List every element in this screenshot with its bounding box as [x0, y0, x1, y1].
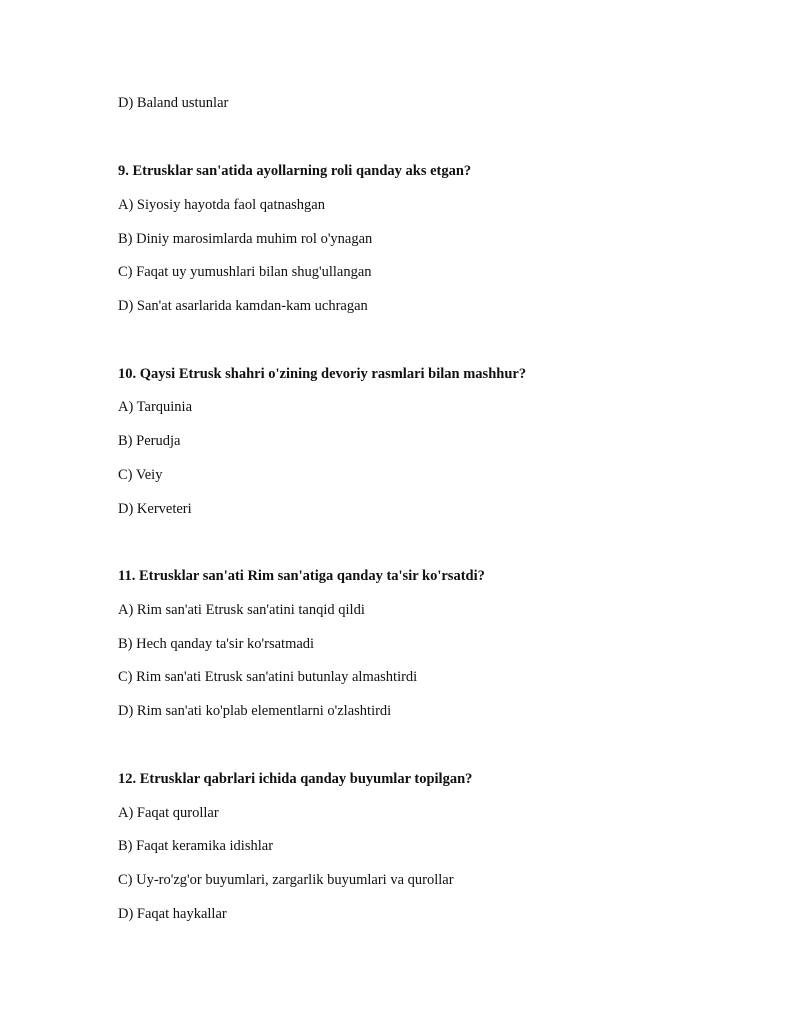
option-11-b: B) Hech qanday ta'sir ko'rsatmadi — [118, 636, 315, 652]
option-9-b: B) Diniy marosimlarda muhim rol o'ynagan — [118, 231, 373, 247]
option-12-d: D) Faqat haykallar — [118, 906, 227, 922]
option-12-c: C) Uy-ro'zg'or buyumlari, zargarlik buyumlari va qurollar — [118, 872, 454, 888]
option-9-c: C) Faqat uy yumushlari bilan shug'ullangan — [118, 264, 372, 280]
option-10-c: C) Veiy — [118, 467, 163, 483]
question-12: 12. Etrusklar qabrlari ichida qanday buyumlar topilgan? — [118, 771, 473, 787]
option-8-d: D) Baland ustunlar — [118, 95, 229, 111]
option-10-d: D) Kerveteri — [118, 501, 192, 517]
question-9: 9. Etrusklar san'atida ayollarning roli qanday aks etgan? — [118, 163, 472, 179]
option-11-d: D) Rim san'ati ko'plab elementlarni o'zlashtirdi — [118, 703, 392, 719]
option-10-a: A) Tarquinia — [118, 399, 193, 415]
question-11: 11. Etrusklar san'ati Rim san'atiga qanday ta'sir ko'rsatdi? — [118, 568, 485, 584]
option-10-b: B) Perudja — [118, 433, 181, 449]
option-12-a: A) Faqat qurollar — [118, 805, 219, 821]
option-9-d: D) San'at asarlarida kamdan-kam uchragan — [118, 298, 368, 314]
option-11-a: A) Rim san'ati Etrusk san'atini tanqid qildi — [118, 602, 365, 618]
option-12-b: B) Faqat keramika idishlar — [118, 838, 274, 854]
option-11-c: C) Rim san'ati Etrusk san'atini butunlay almashtirdi — [118, 669, 418, 685]
option-9-a: A) Siyosiy hayotda faol qatnashgan — [118, 197, 325, 213]
question-10: 10. Qaysi Etrusk shahri o'zining devoriy rasmlari bilan mashhur? — [118, 366, 527, 382]
